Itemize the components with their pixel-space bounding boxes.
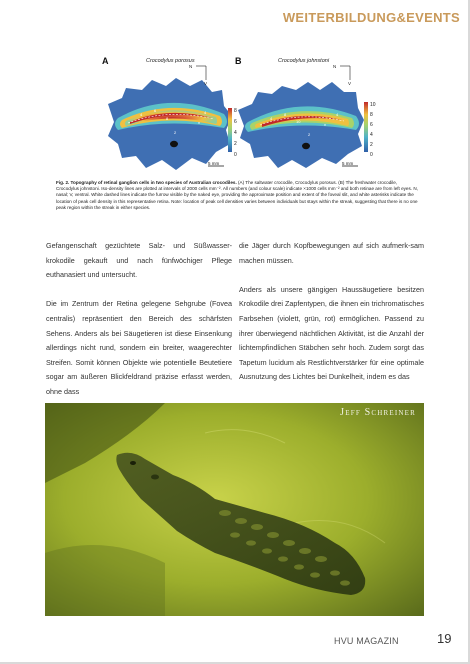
colorbar-b-tick: 0	[370, 152, 373, 158]
colorbar-a-tick: 4	[234, 130, 237, 136]
colorbar-b	[364, 102, 368, 152]
figure-caption	[56, 180, 418, 211]
retina-map-b	[238, 64, 368, 168]
photo-credit: Jeff Schreiner	[340, 407, 416, 418]
compass-b-ventral: V	[348, 81, 352, 86]
colorbar-a-tick: 6	[234, 119, 237, 125]
svg-text:*: *	[324, 124, 326, 130]
article-paragraph: die Jäger durch Kopfbewegungen auf sich aufmerk-sam machen müssen.	[239, 241, 424, 265]
compass-a-ventral: V	[204, 81, 208, 86]
map-a-number: 8	[166, 116, 169, 121]
section-title: WEITERBILDUNG&EVENTS	[282, 10, 460, 25]
crocodile-photo	[45, 403, 424, 616]
map-a-number: 4	[204, 110, 207, 115]
crocodile-photo-image	[45, 403, 424, 616]
figure-caption-body: (A) The saltwater crocodile, Crocodylus porosus. (B) The freshwater crocodile, Crocodylus johnstoni. Iso-density lines are plotted at intervals of 2000 cells mm⁻². All numbers (and colour scale) indicate ×1000 cells mm⁻² and both retinae are from left eyes. N, nasal; V, ventral. White dashed lines indicate the furrow visible by the naked eye, providing the approximate position and extent of the foveal slit, and white asterisks indicate the location of peak cell density in this representative retina. Note: location of peak cell densities varies between individuals but stays within the streak, suggesting that there is no one peak region within the streak in either species.	[56, 180, 418, 210]
colorbar-a-tick: 0	[234, 152, 237, 158]
map-b-number: 2	[308, 132, 311, 137]
map-a-number: 2	[174, 130, 177, 135]
panel-b-species: Crocodylus johnstoni	[278, 58, 330, 64]
panel-a-species: Crocodylus porosus	[146, 58, 195, 64]
scale-bar-b-label: 5 mm	[342, 161, 354, 166]
colorbar-b-tick: 8	[370, 112, 373, 118]
article-column-right	[239, 239, 424, 400]
retina-map-a	[108, 64, 232, 170]
page-number: 19	[437, 631, 452, 646]
colorbar-b-tick: 6	[370, 122, 373, 128]
colorbar-a-tick: 2	[234, 141, 237, 147]
map-b-number: 4	[336, 112, 339, 117]
colorbar-b-tick: 4	[370, 132, 373, 138]
magazine-name: HVU MAGAZIN	[334, 636, 399, 646]
panel-b-label: B	[235, 56, 242, 66]
compass-b-nasal: N	[333, 64, 337, 69]
article-column-left	[46, 239, 232, 414]
article-paragraph: Anders als unsere gängigen Haussäugetiere besitzen Krokodile drei Zapfentypen, die ihnen ein trichromatisches Farbsehen (violett, grün, rot) ermöglichen. Passend zu ihrer überwiegend nächtlichen Aktivität, ist die Anzahl der lichtempfindlichen Stäbchen sehr hoch. Zudem sorgt das Tapetum lucidum als Restlichtverstärker für eine optimale Ausnutzung des Lichtes bei Dunkelheit, indem es das	[239, 284, 424, 382]
compass-a-nasal: N	[189, 64, 193, 69]
map-a-number: 6	[154, 108, 157, 113]
article-paragraph: Die im Zentrum der Retina gelegene Sehgrube (Fovea centralis) repräsentiert den Bereich des schärfsten Sehens. Anders als bei Säugetieren ist diese Einsenkung allerdings nicht rund, sondern ein breiter, waagerechter Streifen. Somit können Objekte wie potentielle Beutetiere sogar am äußeren Blickfeldrand präzise erfasst werden, ohne dass	[46, 299, 232, 396]
map-b-number: 10	[296, 119, 301, 124]
scale-bar-a-label: 5 mm	[208, 161, 220, 166]
map-b-number: 8	[284, 112, 287, 117]
colorbar-a-tick: 8	[234, 108, 237, 114]
panel-a-label: A	[102, 56, 109, 66]
colorbar-a	[228, 108, 232, 152]
map-a-number: 4	[140, 112, 143, 117]
svg-text:*: *	[198, 122, 200, 128]
map-b-number: 4	[270, 116, 273, 121]
figure-caption-title: Fig. 2. Topography of retinal ganglion cells in two species of Australian crocodiles.	[56, 180, 237, 185]
article-paragraph: Gefangenschaft gezüchtete Salz- und Süßwasser-krokodile gekauft und nach fünfwöchiger Pflege euthanasiert und untersucht.	[46, 241, 232, 280]
colorbar-b-tick: 10	[370, 102, 376, 108]
colorbar-b-tick: 2	[370, 142, 373, 148]
retina-maps	[56, 60, 418, 190]
